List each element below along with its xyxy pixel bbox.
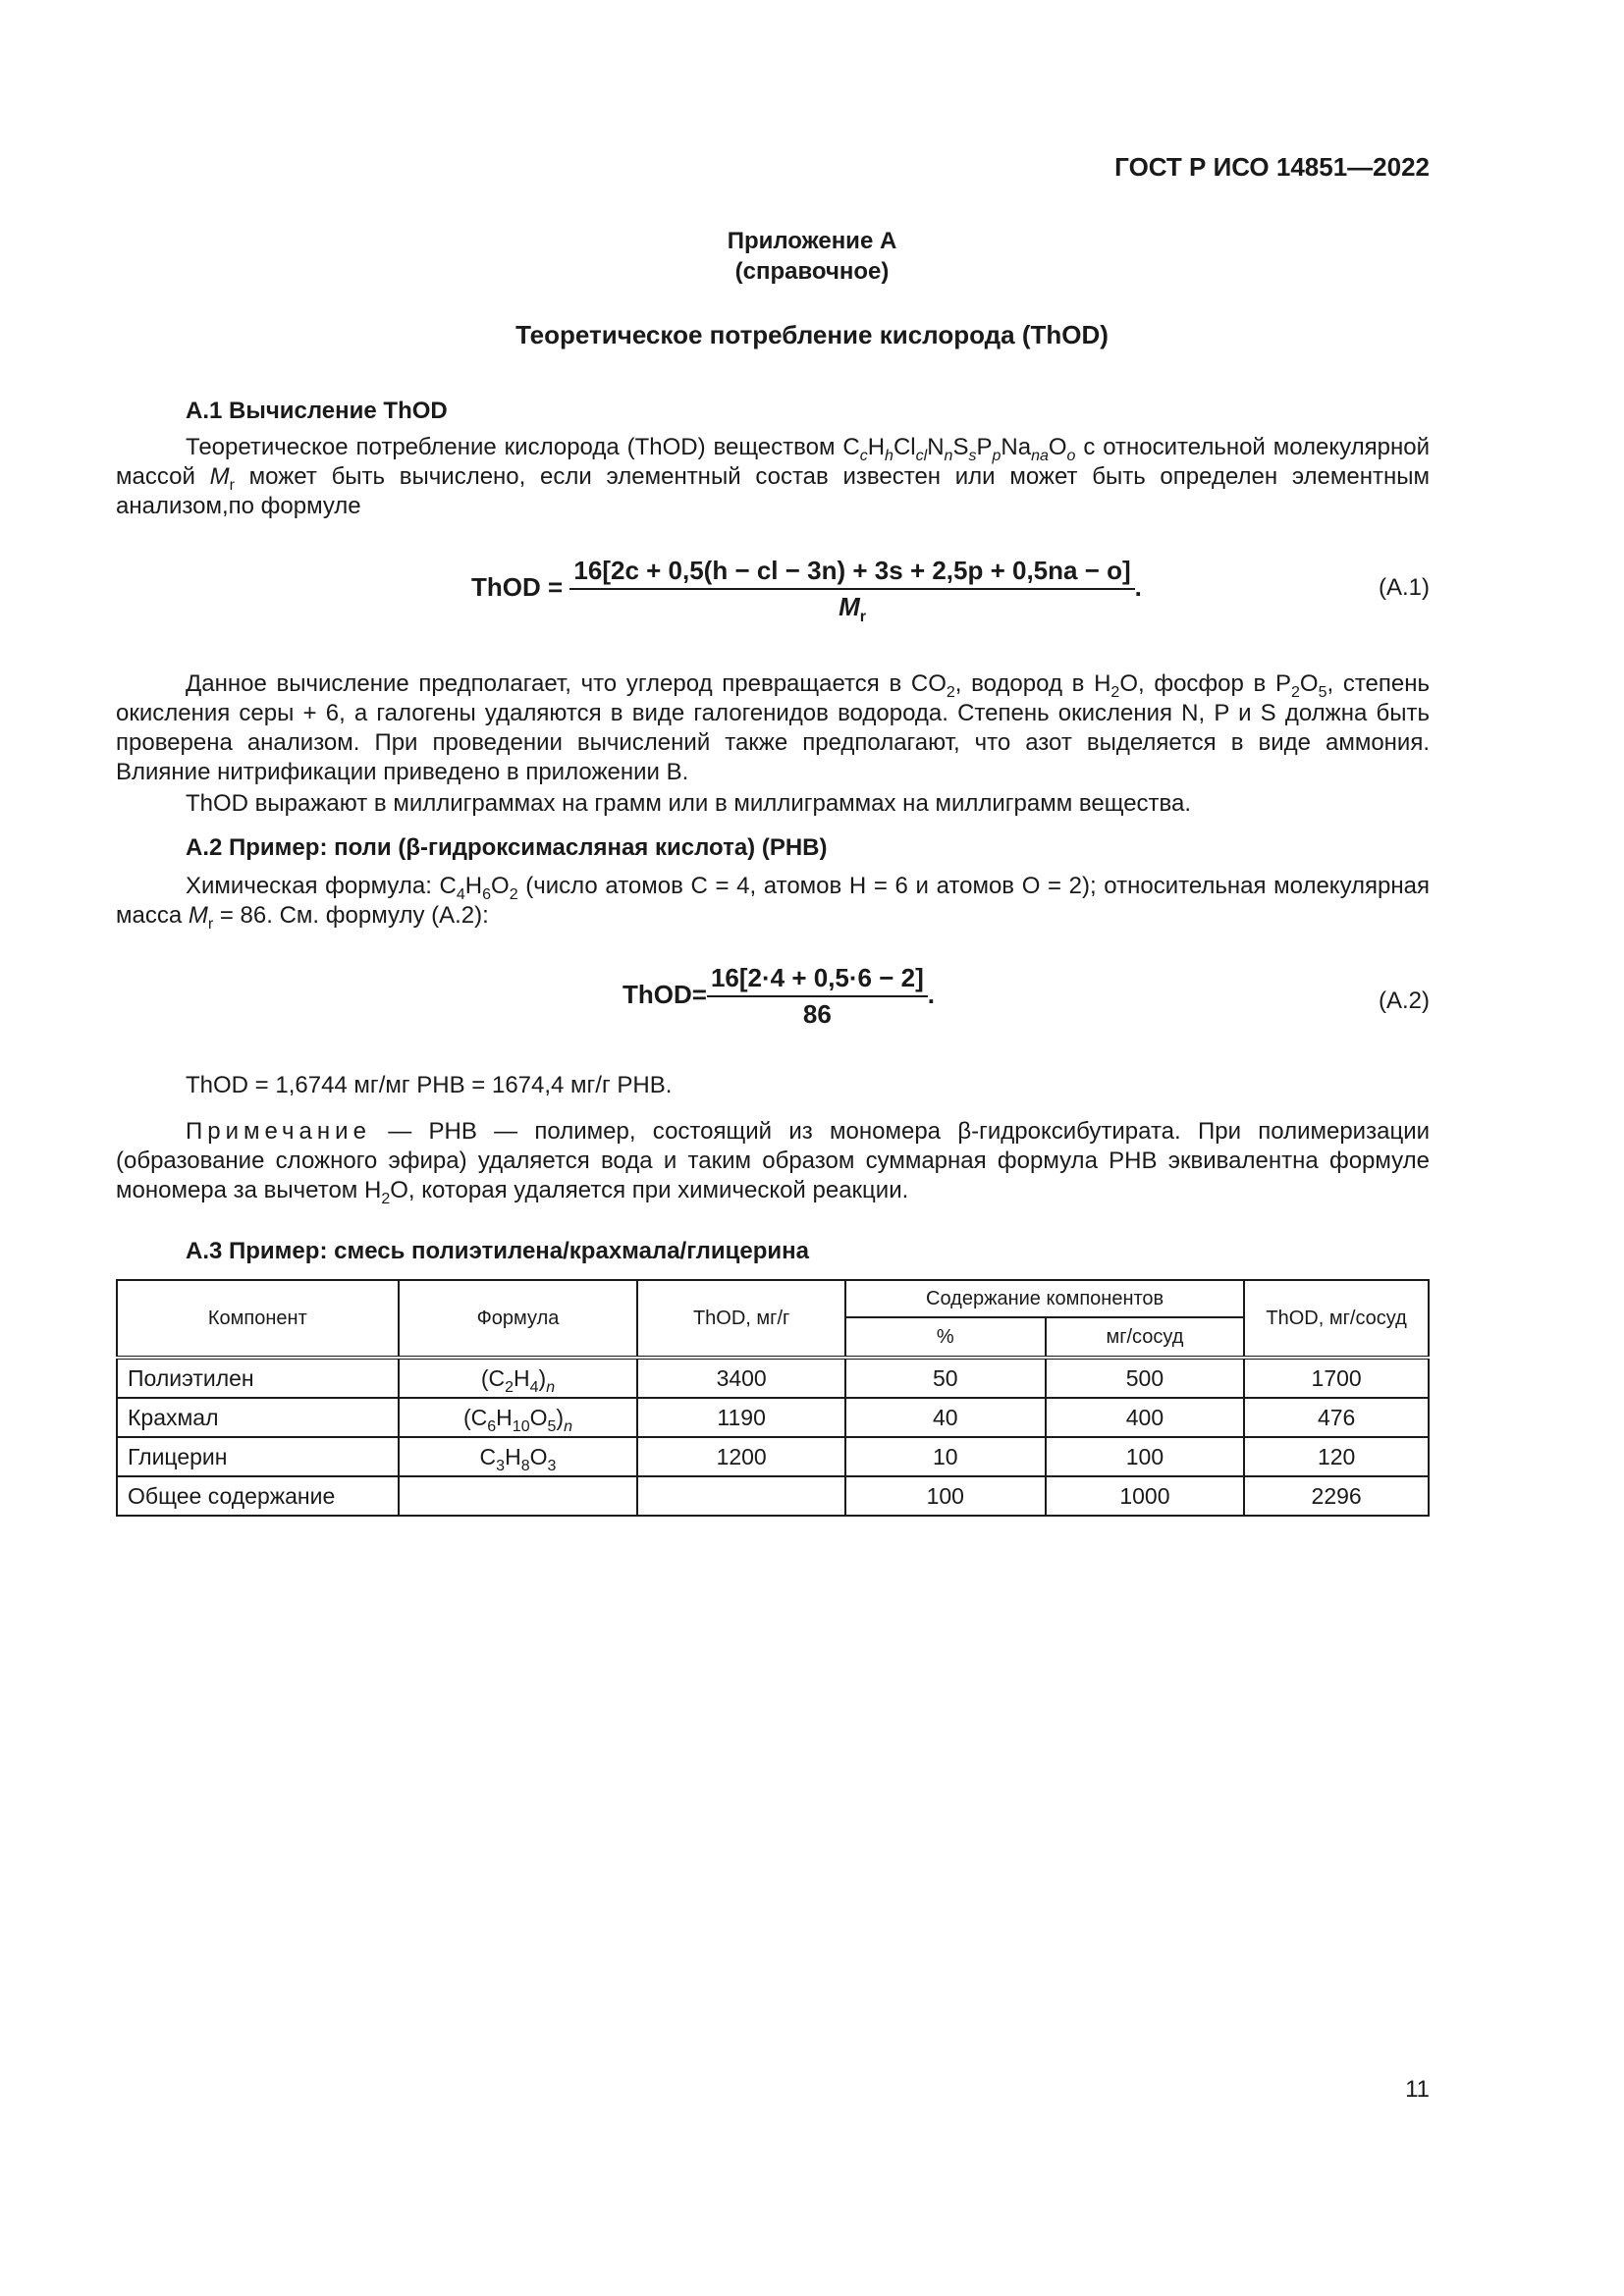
cell-mg: 100 bbox=[1046, 1437, 1245, 1476]
table-row bbox=[117, 1476, 1429, 1516]
cell-component: Общее содержание bbox=[117, 1476, 399, 1516]
section-a3-heading: А.3 Пример: смесь полиэтилена/крахмала/глицерина bbox=[186, 1238, 809, 1264]
cell-thod-vessel: 476 bbox=[1244, 1398, 1429, 1437]
components-table bbox=[116, 1279, 1430, 1517]
cell-thod-vessel: 1700 bbox=[1244, 1358, 1429, 1398]
equation-number-a2: (А.2) bbox=[1378, 988, 1430, 1014]
section-a1-intro: Теоретическое потребление кислорода (ThOD) веществом $C_cH_hCl_{cl}N_nS_sP_pNa_{na}O_o$ с относительной молекулярной массой $M_r$ может быть вычислено, если элементный состав известен или может быть определен элементным анализом,по формуле bbox=[116, 434, 1431, 519]
formula-a1: ThOD = $\frac{16[2c + 0,5(h - cl - 3n) + 3s + 2,5p + 0,5na - o]}{M_r}$ . bbox=[471, 556, 1142, 625]
table-row bbox=[117, 1358, 1429, 1398]
formula-a2-numerator: 16[2·4 + 0,5·6 − 2] bbox=[707, 963, 928, 997]
page-number: 11 bbox=[1405, 2076, 1430, 2103]
cell-thod: 3400 bbox=[637, 1358, 845, 1398]
document-number: ГОСТ Р ИСО 14851—2022 bbox=[1114, 152, 1430, 182]
annex-title: Приложение А bbox=[727, 228, 897, 254]
cell-formula: $C_3H_8O_3$ bbox=[399, 1437, 638, 1476]
cell-component: Полиэтилен bbox=[117, 1358, 399, 1398]
cell-mg: 1000 bbox=[1046, 1476, 1245, 1516]
cell-formula: $(C_2H_4)_n$ bbox=[399, 1358, 638, 1398]
section-a2-heading: А.2 Пример: поли (β-гидроксимасляная кислота) (PHB) bbox=[186, 834, 828, 861]
cell-component: Глицерин bbox=[117, 1437, 399, 1476]
header-formula: Формула bbox=[399, 1280, 638, 1358]
cell-thod bbox=[637, 1476, 845, 1516]
cell-component: Крахмал bbox=[117, 1398, 399, 1437]
annex-heading: Теоретическое потребление кислорода (ThOD) bbox=[515, 320, 1109, 349]
cell-formula: $(C_6H_{10}O_5)_n$ bbox=[399, 1398, 638, 1437]
header-mg-vessel: мг/сосуд bbox=[1046, 1317, 1245, 1358]
header-thod-vessel: ThOD, мг/сосуд bbox=[1244, 1280, 1429, 1358]
header-thod: ThOD, мг/г bbox=[637, 1280, 845, 1358]
cell-percent: 50 bbox=[845, 1358, 1046, 1398]
table-row bbox=[117, 1437, 1429, 1476]
section-a1-paragraph-2: Данное вычисление предполагает, что углерод превращается в $CO_2$, водород в $H_2O$, фосфор в $P_2O_5$, степень окисления серы + 6, а галогены удаляются в виде галогенидов водорода. Степень окисления N, P и S должна быть проверена анализом. При проведении вычислений также предполагают, что азот выделяется в виде аммония. Влияние нитрификации приведено в приложении В. bbox=[116, 670, 1430, 785]
equation-number-a1: (А.1) bbox=[1378, 574, 1430, 601]
header-content: Содержание компонентов bbox=[845, 1280, 1244, 1317]
formula-a2: ThOD= $\frac{16[2\cdot 4 + 0,5\cdot 6 - 2]}{86}$ . bbox=[623, 963, 935, 1029]
formula-a2-denominator: 86 bbox=[802, 999, 832, 1029]
formula-a1-denominator: $M_r$ bbox=[839, 592, 866, 625]
formula-a1-numerator: 16[2c + 0,5(h − cl − 3n) + 3s + 2,5p + 0,5na − o] bbox=[569, 556, 1134, 590]
section-a2-result: ThOD = 1,6744 мг/мг PHB = 1674,4 мг/г PHB. bbox=[186, 1072, 673, 1098]
section-a2-note: Примечание — PHB — полимер, состоящий из мономера β-гидроксибутирата. При полимеризации (образование сложного эфира) удаляется вода и таким образом суммарная формула PHB эквивалентна формуле мономера за вычетом $H_2O$, которая удаляется при химической реакции. bbox=[116, 1118, 1430, 1207]
table-row bbox=[117, 1398, 1429, 1437]
cell-percent: 10 bbox=[845, 1437, 1046, 1476]
cell-thod-vessel: 120 bbox=[1244, 1437, 1429, 1476]
section-a1-paragraph-3: ThOD выражают в миллиграммах на грамм или в миллиграммах на миллиграмм вещества. bbox=[186, 790, 1192, 817]
cell-mg: 500 bbox=[1046, 1358, 1245, 1398]
annex-type: (справочное) bbox=[734, 258, 890, 285]
cell-mg: 400 bbox=[1046, 1398, 1245, 1437]
section-a1-heading: А.1 Вычисление ThOD bbox=[186, 398, 448, 424]
cell-formula bbox=[399, 1476, 638, 1516]
cell-thod: 1190 bbox=[637, 1398, 845, 1437]
header-component: Компонент bbox=[117, 1280, 399, 1358]
section-a2-paragraph-1: Химическая формула: $C_4H_6O_2$ (число атомов C = 4, атомов H = 6 и атомов O = 2); относительная молекулярная масса $M_r = 86$. См. формулу (А.2): bbox=[116, 873, 1430, 933]
cell-percent: 100 bbox=[845, 1476, 1046, 1516]
cell-percent: 40 bbox=[845, 1398, 1046, 1437]
cell-thod-vessel: 2296 bbox=[1244, 1476, 1429, 1516]
header-percent: % bbox=[845, 1317, 1046, 1358]
cell-thod: 1200 bbox=[637, 1437, 845, 1476]
